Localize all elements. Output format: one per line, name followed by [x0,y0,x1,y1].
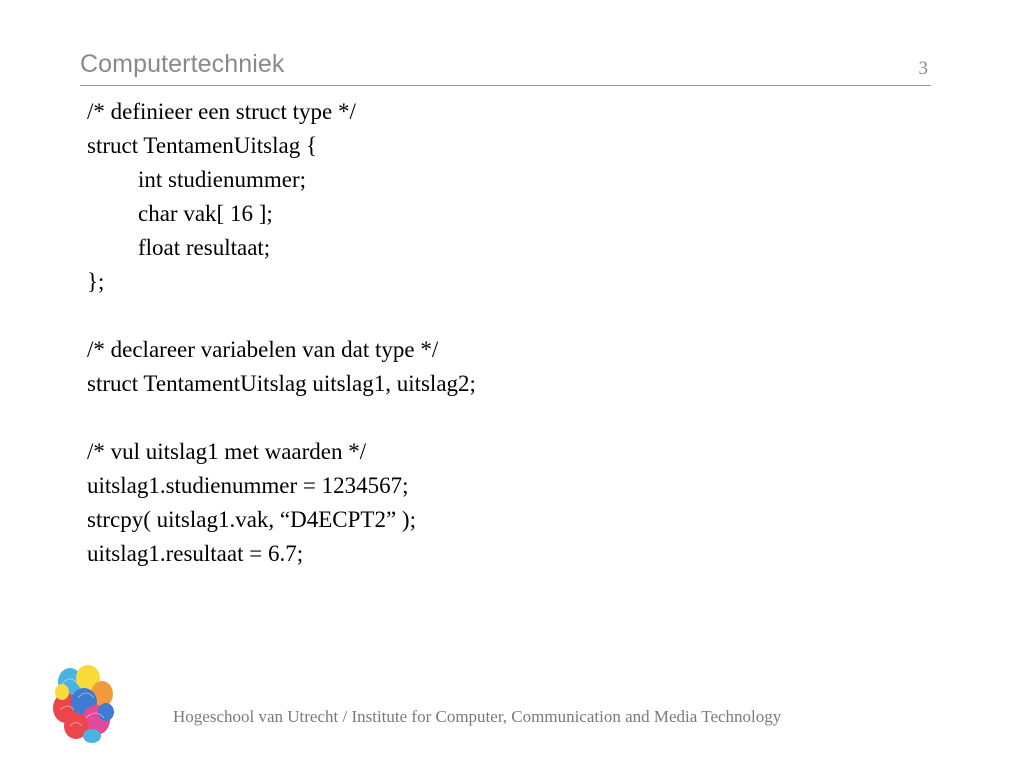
institute-logo-icon [48,662,120,744]
code-line: char vak[ 16 ]; [138,201,273,226]
code-line: float resultaat; [138,235,271,260]
code-line: struct TentamenUitslag { [87,133,318,158]
header-divider [80,85,931,86]
code-line [87,401,476,435]
code-line: int studienummer; [138,167,307,192]
footer-institution-text: Hogeschool van Utrecht / Institute for Computer, Communication and Media Technology [173,707,782,726]
code-line: /* vul uitslag1 met waarden */ [87,439,367,464]
code-line: /* definieer een struct type */ [87,99,356,124]
code-line: /* declareer variabelen van dat type */ [87,337,439,362]
code-line [87,299,476,333]
code-line: strcpy( uitslag1.vak, “D4ECPT2” ); [87,507,416,532]
code-line: }; [87,269,105,294]
code-line: uitslag1.resultaat = 6.7; [87,541,304,566]
code-block [87,95,476,571]
slide-header-title: Computertechniek [80,50,285,78]
code-line: struct TentamentUitslag uitslag1, uitslag2; [87,371,476,396]
code-line: uitslag1.studienummer = 1234567; [87,473,409,498]
page-number: 3 [918,58,928,79]
